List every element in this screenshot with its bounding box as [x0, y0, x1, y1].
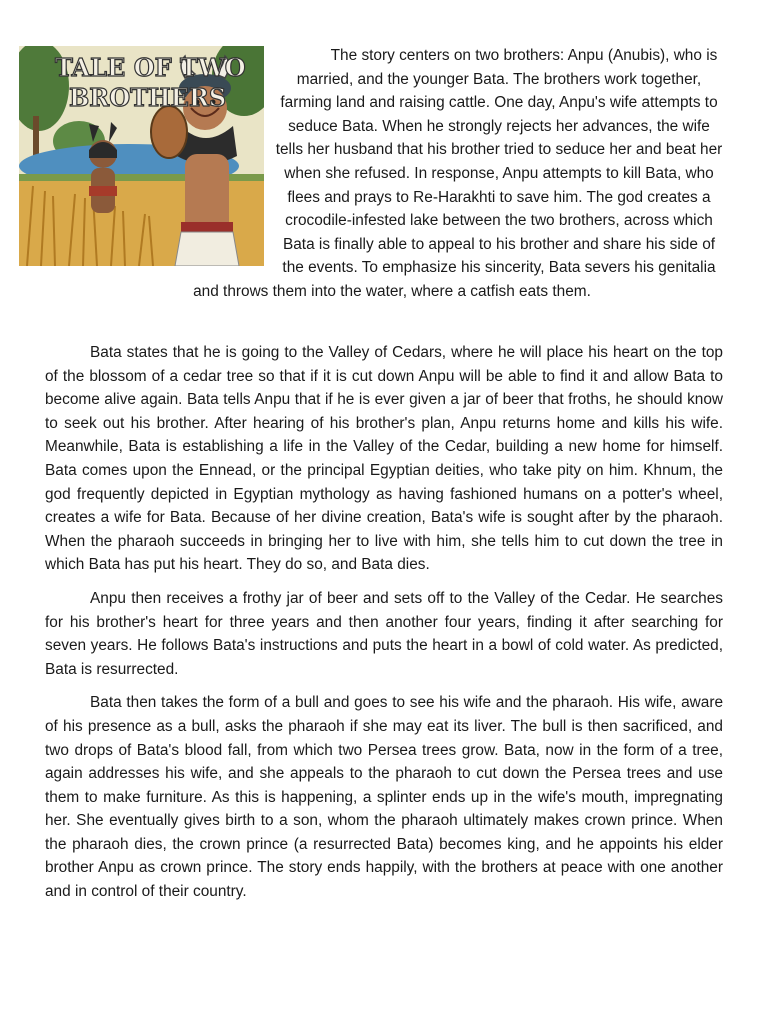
paragraph-4: Bata then takes the form of a bull and goes to see his wife and the pharaoh. His wife, aware of his presence as a bull, asks the pharaoh if she may eat its liver. The bull is then sacrificed, and two drops of Bata's blood fall, from which two Persea trees grow. Bata, now in the form of a tree, again addresses his wife, and she appeals to the pharaoh to cut down the Persea trees and use them to make furniture. As this is happening, a splinter ends up in the wife's mouth, impregnating her. She eventually gives birth to a son, whom the pharaoh ultimately makes crown prince. When the pharaoh dies, the crown prince (a resurrected Bata) becomes king, and he appoints his elder brother Anpu as crown prince. The story ends happily, with the brothers at peace with one another and in control of their country.	[45, 694, 723, 901]
paragraph-3: Anpu then receives a frothy jar of beer and sets off to the Valley of the Cedar. He searches for his brother's heart for three years and then another four years, finding it after searching for seven years. He follows Bata's instructions and puts the heart in a bowl of cold water. As predicted, Bata is resurrected.	[45, 589, 723, 678]
illustration-title-line-1: TALE OF TWO	[55, 53, 246, 82]
paragraph-1: The story centers on two brothers: Anpu (Anubis), who is married, and the younger Bata. The brothers work together, farming land and raising cattle. One day, Anpu's wife attempts to seduce Bata. When he strongly rejects her advances, the wife tells her husband that his brother tried to seduce her and beat her when she refused. In response, Anpu attempts to kill Bata, who flees and prays to Re-Harakhti to save him. The god creates a crocodile-infested lake between the two brothers, across which Bata is finally able to appeal to his brother and share his side of the events. To emphasize his sincerity, Bata severs his genitalia and throws them into the water, where a catfish eats them.	[193, 47, 723, 300]
paragraph-2: Bata states that he is going to the Valley of Cedars, where he will place his heart on the top of the blossom of a cedar tree so that if it is cut down Anpu will be able to find it and allow Bata to become alive again. Bata tells Anpu that if he is ever given a jar of beer that froths, he should know to seek out his brother. After hearing of his brother's plan, Anpu returns home and kills his wife. Meanwhile, Bata is establishing a life in the Valley of the Cedar, building a new home for himself. Bata comes upon the Ennead, or the principal Egyptian deities, who take pity on him. Khnum, the god frequently depicted in Egyptian mythology as having fashioned humans on a potter's wheel, creates a wife for Bata. Because of her divine creation, Bata's wife is sought after by the pharaoh. When the pharaoh succeeds in bringing her to live with him, she tells him to cut down the tree in which Bata has put his heart. They do so, and Bata dies.	[45, 344, 723, 574]
illustration-title-line-2: BROTHERS	[69, 83, 227, 112]
body-text	[45, 341, 723, 914]
intro-paragraph-block	[60, 44, 724, 304]
